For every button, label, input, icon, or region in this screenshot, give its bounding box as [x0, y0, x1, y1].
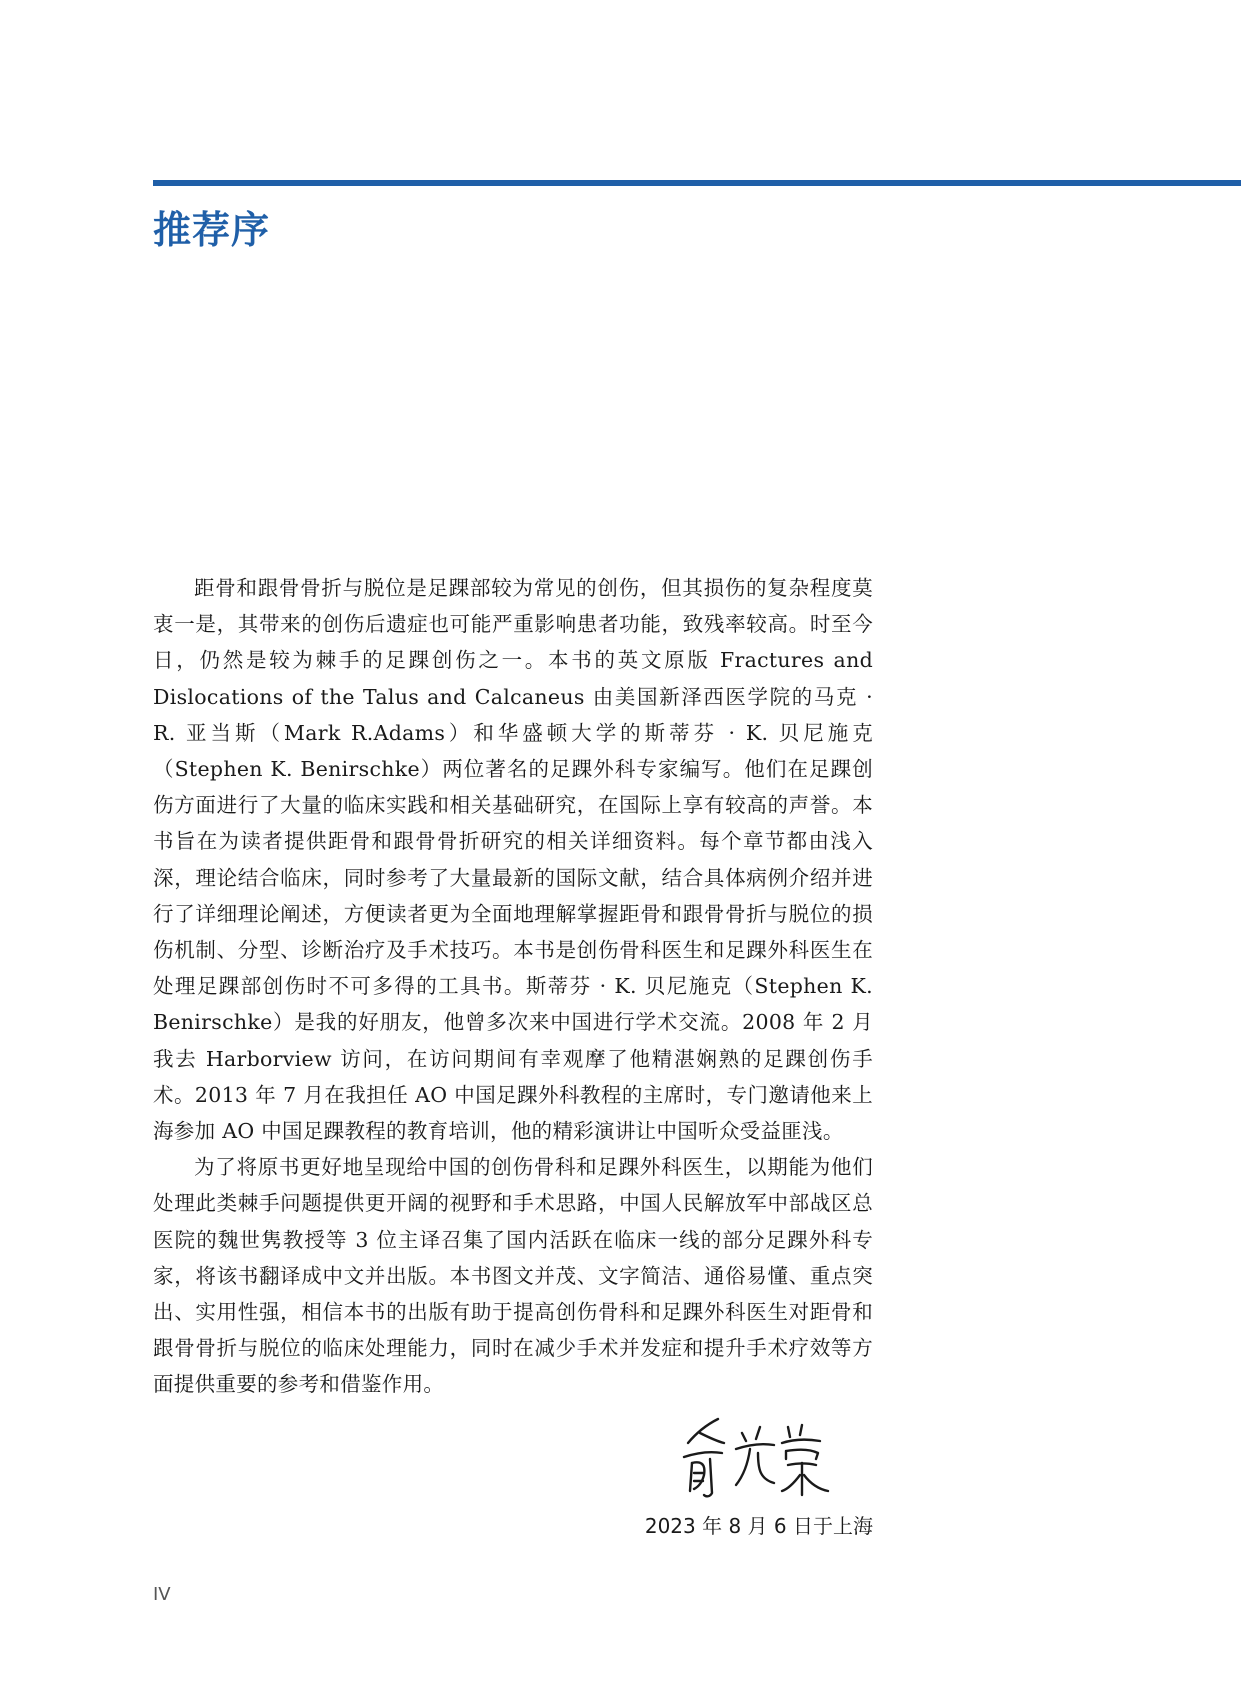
body-text	[153, 570, 873, 1403]
handwritten-signature	[670, 1413, 840, 1503]
page-number: IV	[153, 1584, 171, 1605]
paragraph-2: 为了将原书更好地呈现给中国的创伤骨科和足踝外科医生，以期能为他们处理此类棘手问题提供更开阔的视野和手术思路，中国人民解放军中部战区总医院的魏世隽教授等 3 位主译召集了国内活跃在临床一线的部分足踝外科专家，将该书翻译成中文并出版。本书图文并茂、文字简洁、通俗易懂、重点突出、实用性强，相信本书的出版有助于提高创伤骨科和足踝外科医生对距骨和跟骨骨折与脱位的临床处理能力，同时在减少手术并发症和提升手术疗效等方面提供重要的参考和借鉴作用。	[153, 1155, 873, 1397]
paragraph-1: 距骨和跟骨骨折与脱位是足踝部较为常见的创伤，但其损伤的复杂程度莫衷一是，其带来的创伤后遗症也可能严重影响患者功能，致残率较高。时至今日，仍然是较为棘手的足踝创伤之一。本书的英文原版 Fractures and Dislocations of the Talus and Calcaneus 由美国新泽西医学院的马克 · R. 亚当斯（Mark R.Adams）和华盛顿大学的斯蒂芬 · K. 贝尼施克（Stephen K. Benirschke）两位著名的足踝外科专家编写。他们在足踝创伤方面进行了大量的临床实践和相关基础研究，在国际上享有较高的声誉。本书旨在为读者提供距骨和跟骨骨折研究的相关详细资料。每个章节都由浅入深，理论结合临床，同时参考了大量最新的国际文献，结合具体病例介绍并进行了详细理论阐述，方便读者更为全面地理解掌握距骨和跟骨骨折与脱位的损伤机制、分型、诊断治疗及手术技巧。本书是创伤骨科医生和足踝外科医生在处理足踝部创伤时不可多得的工具书。斯蒂芬 · K. 贝尼施克（Stephen K. Benirschke）是我的好朋友，他曾多次来中国进行学术交流。2008 年 2 月我去 Harborview 访问，在访问期间有幸观摩了他精湛娴熟的足踝创伤手术。2013 年 7 月在我担任 AO 中国足踝外科教程的主席时，专门邀请他来上海参加 AO 中国足踝教程的教育培训，他的精彩演讲让中国听众受益匪浅。	[153, 576, 873, 1144]
header-rule	[153, 180, 1241, 186]
page-title: 推荐序	[153, 208, 271, 252]
date-location: 2023 年 8 月 6 日于上海	[644, 1514, 873, 1538]
